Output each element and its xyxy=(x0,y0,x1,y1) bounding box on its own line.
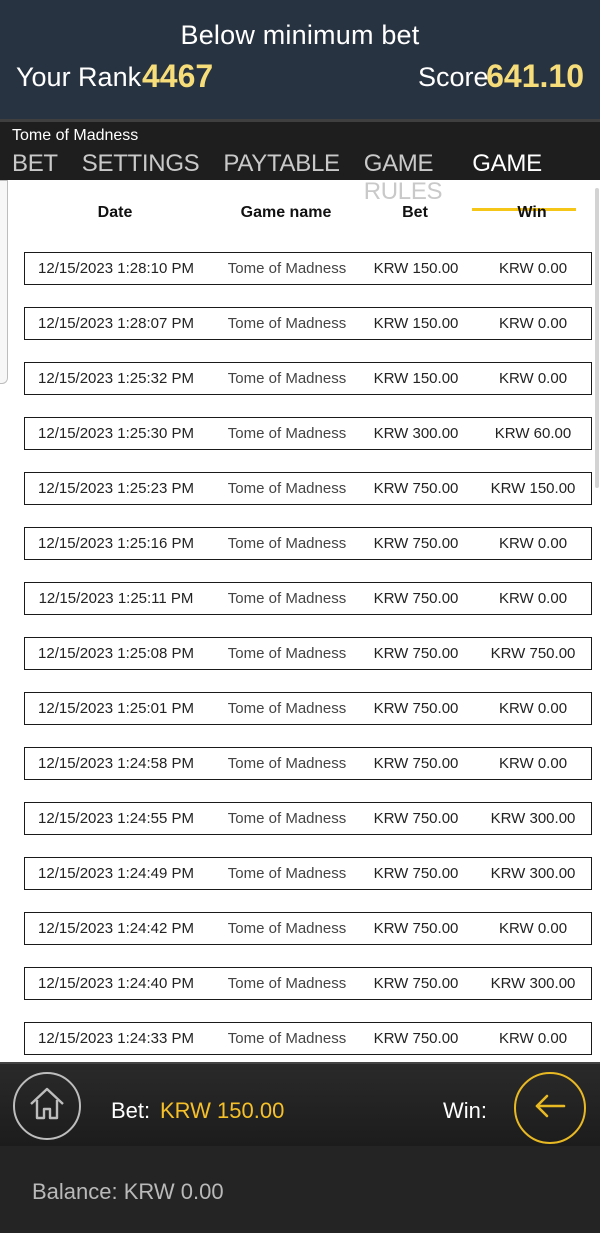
history-game-cell: Tome of Madness xyxy=(227,700,347,717)
history-date-cell: 12/15/2023 1:24:55 PM xyxy=(38,810,194,827)
history-bet-cell: KRW 750.00 xyxy=(373,975,459,992)
history-game-cell: Tome of Madness xyxy=(227,645,347,662)
back-arrow-icon xyxy=(532,1088,568,1129)
history-bet-cell: KRW 750.00 xyxy=(373,920,459,937)
scrollbar-thumb[interactable] xyxy=(595,188,599,488)
history-win-cell: KRW 0.00 xyxy=(498,315,568,332)
score-value: 641.10 xyxy=(486,58,584,94)
bet-bar xyxy=(0,1062,600,1146)
history-date-cell: 12/15/2023 1:25:23 PM xyxy=(38,480,194,497)
history-game-cell: Tome of Madness xyxy=(227,370,347,387)
history-bet-cell: KRW 750.00 xyxy=(373,590,459,607)
history-game-cell: Tome of Madness xyxy=(227,535,347,552)
bet-value: KRW 150.00 xyxy=(160,1098,285,1123)
history-row[interactable] xyxy=(24,527,592,560)
history-bet-cell: KRW 750.00 xyxy=(373,535,459,552)
history-win-cell: KRW 750.00 xyxy=(490,645,576,662)
column-header-date: Date xyxy=(97,204,133,221)
bet-label: Bet: xyxy=(111,1098,151,1123)
tab-game-history[interactable]: GAME HISTORY xyxy=(472,150,576,211)
menu-tabs xyxy=(12,150,600,211)
history-date-cell: 12/15/2023 1:25:30 PM xyxy=(38,425,194,442)
history-win-cell: KRW 300.00 xyxy=(490,865,576,882)
rank-bar xyxy=(0,0,600,122)
history-game-cell: Tome of Madness xyxy=(227,920,347,937)
status-message: Below minimum bet xyxy=(180,20,420,50)
history-win-cell: KRW 0.00 xyxy=(498,920,568,937)
history-game-cell: Tome of Madness xyxy=(227,425,347,442)
history-win-cell: KRW 300.00 xyxy=(490,810,576,827)
history-bet-cell: KRW 750.00 xyxy=(373,480,459,497)
history-bet-cell: KRW 750.00 xyxy=(373,645,459,662)
history-game-cell: Tome of Madness xyxy=(227,810,347,827)
history-date-cell: 12/15/2023 1:25:11 PM xyxy=(38,590,194,607)
column-header-bet: Bet xyxy=(402,204,428,221)
history-date-cell: 12/15/2023 1:24:49 PM xyxy=(38,865,194,882)
history-win-cell: KRW 0.00 xyxy=(498,1030,568,1047)
history-win-cell: KRW 150.00 xyxy=(490,480,576,497)
history-bet-cell: KRW 750.00 xyxy=(373,1030,459,1047)
history-game-cell: Tome of Madness xyxy=(227,755,347,772)
history-win-cell: KRW 0.00 xyxy=(498,535,568,552)
history-row[interactable] xyxy=(24,1022,592,1055)
history-win-cell: KRW 60.00 xyxy=(494,425,572,442)
history-row[interactable] xyxy=(24,472,592,505)
game-title: Tome of Madness xyxy=(12,127,139,144)
history-date-cell: 12/15/2023 1:24:40 PM xyxy=(38,975,194,992)
history-game-cell: Tome of Madness xyxy=(227,480,347,497)
history-row[interactable] xyxy=(24,802,592,835)
history-win-cell: KRW 0.00 xyxy=(498,590,568,607)
history-table-header xyxy=(24,204,592,224)
history-date-cell: 12/15/2023 1:24:33 PM xyxy=(38,1030,194,1047)
history-row[interactable] xyxy=(24,252,592,285)
tab-bet[interactable]: BET xyxy=(12,150,58,177)
score-label: Score xyxy=(418,62,489,92)
column-header-win: Win xyxy=(517,204,547,221)
history-row[interactable] xyxy=(24,967,592,1000)
history-game-cell: Tome of Madness xyxy=(227,865,347,882)
history-bet-cell: KRW 150.00 xyxy=(373,370,459,387)
panel-header xyxy=(0,122,600,205)
history-bet-cell: KRW 150.00 xyxy=(373,315,459,332)
history-date-cell: 12/15/2023 1:25:01 PM xyxy=(38,700,194,717)
history-bet-cell: KRW 750.00 xyxy=(373,810,459,827)
home-icon xyxy=(27,1084,67,1129)
history-game-cell: Tome of Madness xyxy=(227,1030,347,1047)
history-game-cell: Tome of Madness xyxy=(227,590,347,607)
win-label: Win: xyxy=(443,1098,487,1123)
balance-text: Balance: KRW 0.00 xyxy=(32,1179,224,1204)
history-game-cell: Tome of Madness xyxy=(227,315,347,332)
history-row[interactable] xyxy=(24,417,592,450)
history-date-cell: 12/15/2023 1:25:16 PM xyxy=(38,535,194,552)
home-button[interactable] xyxy=(13,1072,81,1140)
rank-label: Your Rank xyxy=(16,62,142,92)
history-row[interactable] xyxy=(24,362,592,395)
balance-bar xyxy=(0,1146,600,1233)
history-date-cell: 12/15/2023 1:24:42 PM xyxy=(38,920,194,937)
tab-game-rules[interactable]: GAME RULES xyxy=(363,150,443,205)
history-bet-cell: KRW 750.00 xyxy=(373,755,459,772)
rank-value: 4467 xyxy=(142,58,214,94)
history-win-cell: KRW 0.00 xyxy=(498,755,568,772)
history-row[interactable] xyxy=(24,637,592,670)
history-bet-cell: KRW 300.00 xyxy=(373,425,459,442)
tab-paytable[interactable]: PAYTABLE xyxy=(223,150,340,177)
history-date-cell: 12/15/2023 1:28:10 PM xyxy=(38,260,194,277)
history-date-cell: 12/15/2023 1:28:07 PM xyxy=(38,315,194,332)
side-panel-edge xyxy=(0,180,8,384)
history-row[interactable] xyxy=(24,307,592,340)
history-row[interactable] xyxy=(24,582,592,615)
tab-settings[interactable]: SETTINGS xyxy=(81,150,200,177)
history-win-cell: KRW 0.00 xyxy=(498,700,568,717)
history-row[interactable] xyxy=(24,857,592,890)
back-button[interactable] xyxy=(514,1072,586,1144)
history-table-body xyxy=(24,252,592,1062)
history-row[interactable] xyxy=(24,747,592,780)
game-menu-panel xyxy=(0,122,600,1062)
history-date-cell: 12/15/2023 1:24:58 PM xyxy=(38,755,194,772)
history-bet-cell: KRW 150.00 xyxy=(373,260,459,277)
history-win-cell: KRW 0.00 xyxy=(498,370,568,387)
history-game-cell: Tome of Madness xyxy=(227,260,347,277)
history-game-cell: Tome of Madness xyxy=(227,975,347,992)
history-bet-cell: KRW 750.00 xyxy=(373,865,459,882)
column-header-game-name: Game name xyxy=(240,204,332,221)
history-date-cell: 12/15/2023 1:25:32 PM xyxy=(38,370,194,387)
history-date-cell: 12/15/2023 1:25:08 PM xyxy=(38,645,194,662)
history-row[interactable] xyxy=(24,692,592,725)
history-win-cell: KRW 0.00 xyxy=(498,260,568,277)
history-row[interactable] xyxy=(24,912,592,945)
history-bet-cell: KRW 750.00 xyxy=(373,700,459,717)
history-win-cell: KRW 300.00 xyxy=(490,975,576,992)
scrollbar[interactable] xyxy=(592,180,600,1062)
